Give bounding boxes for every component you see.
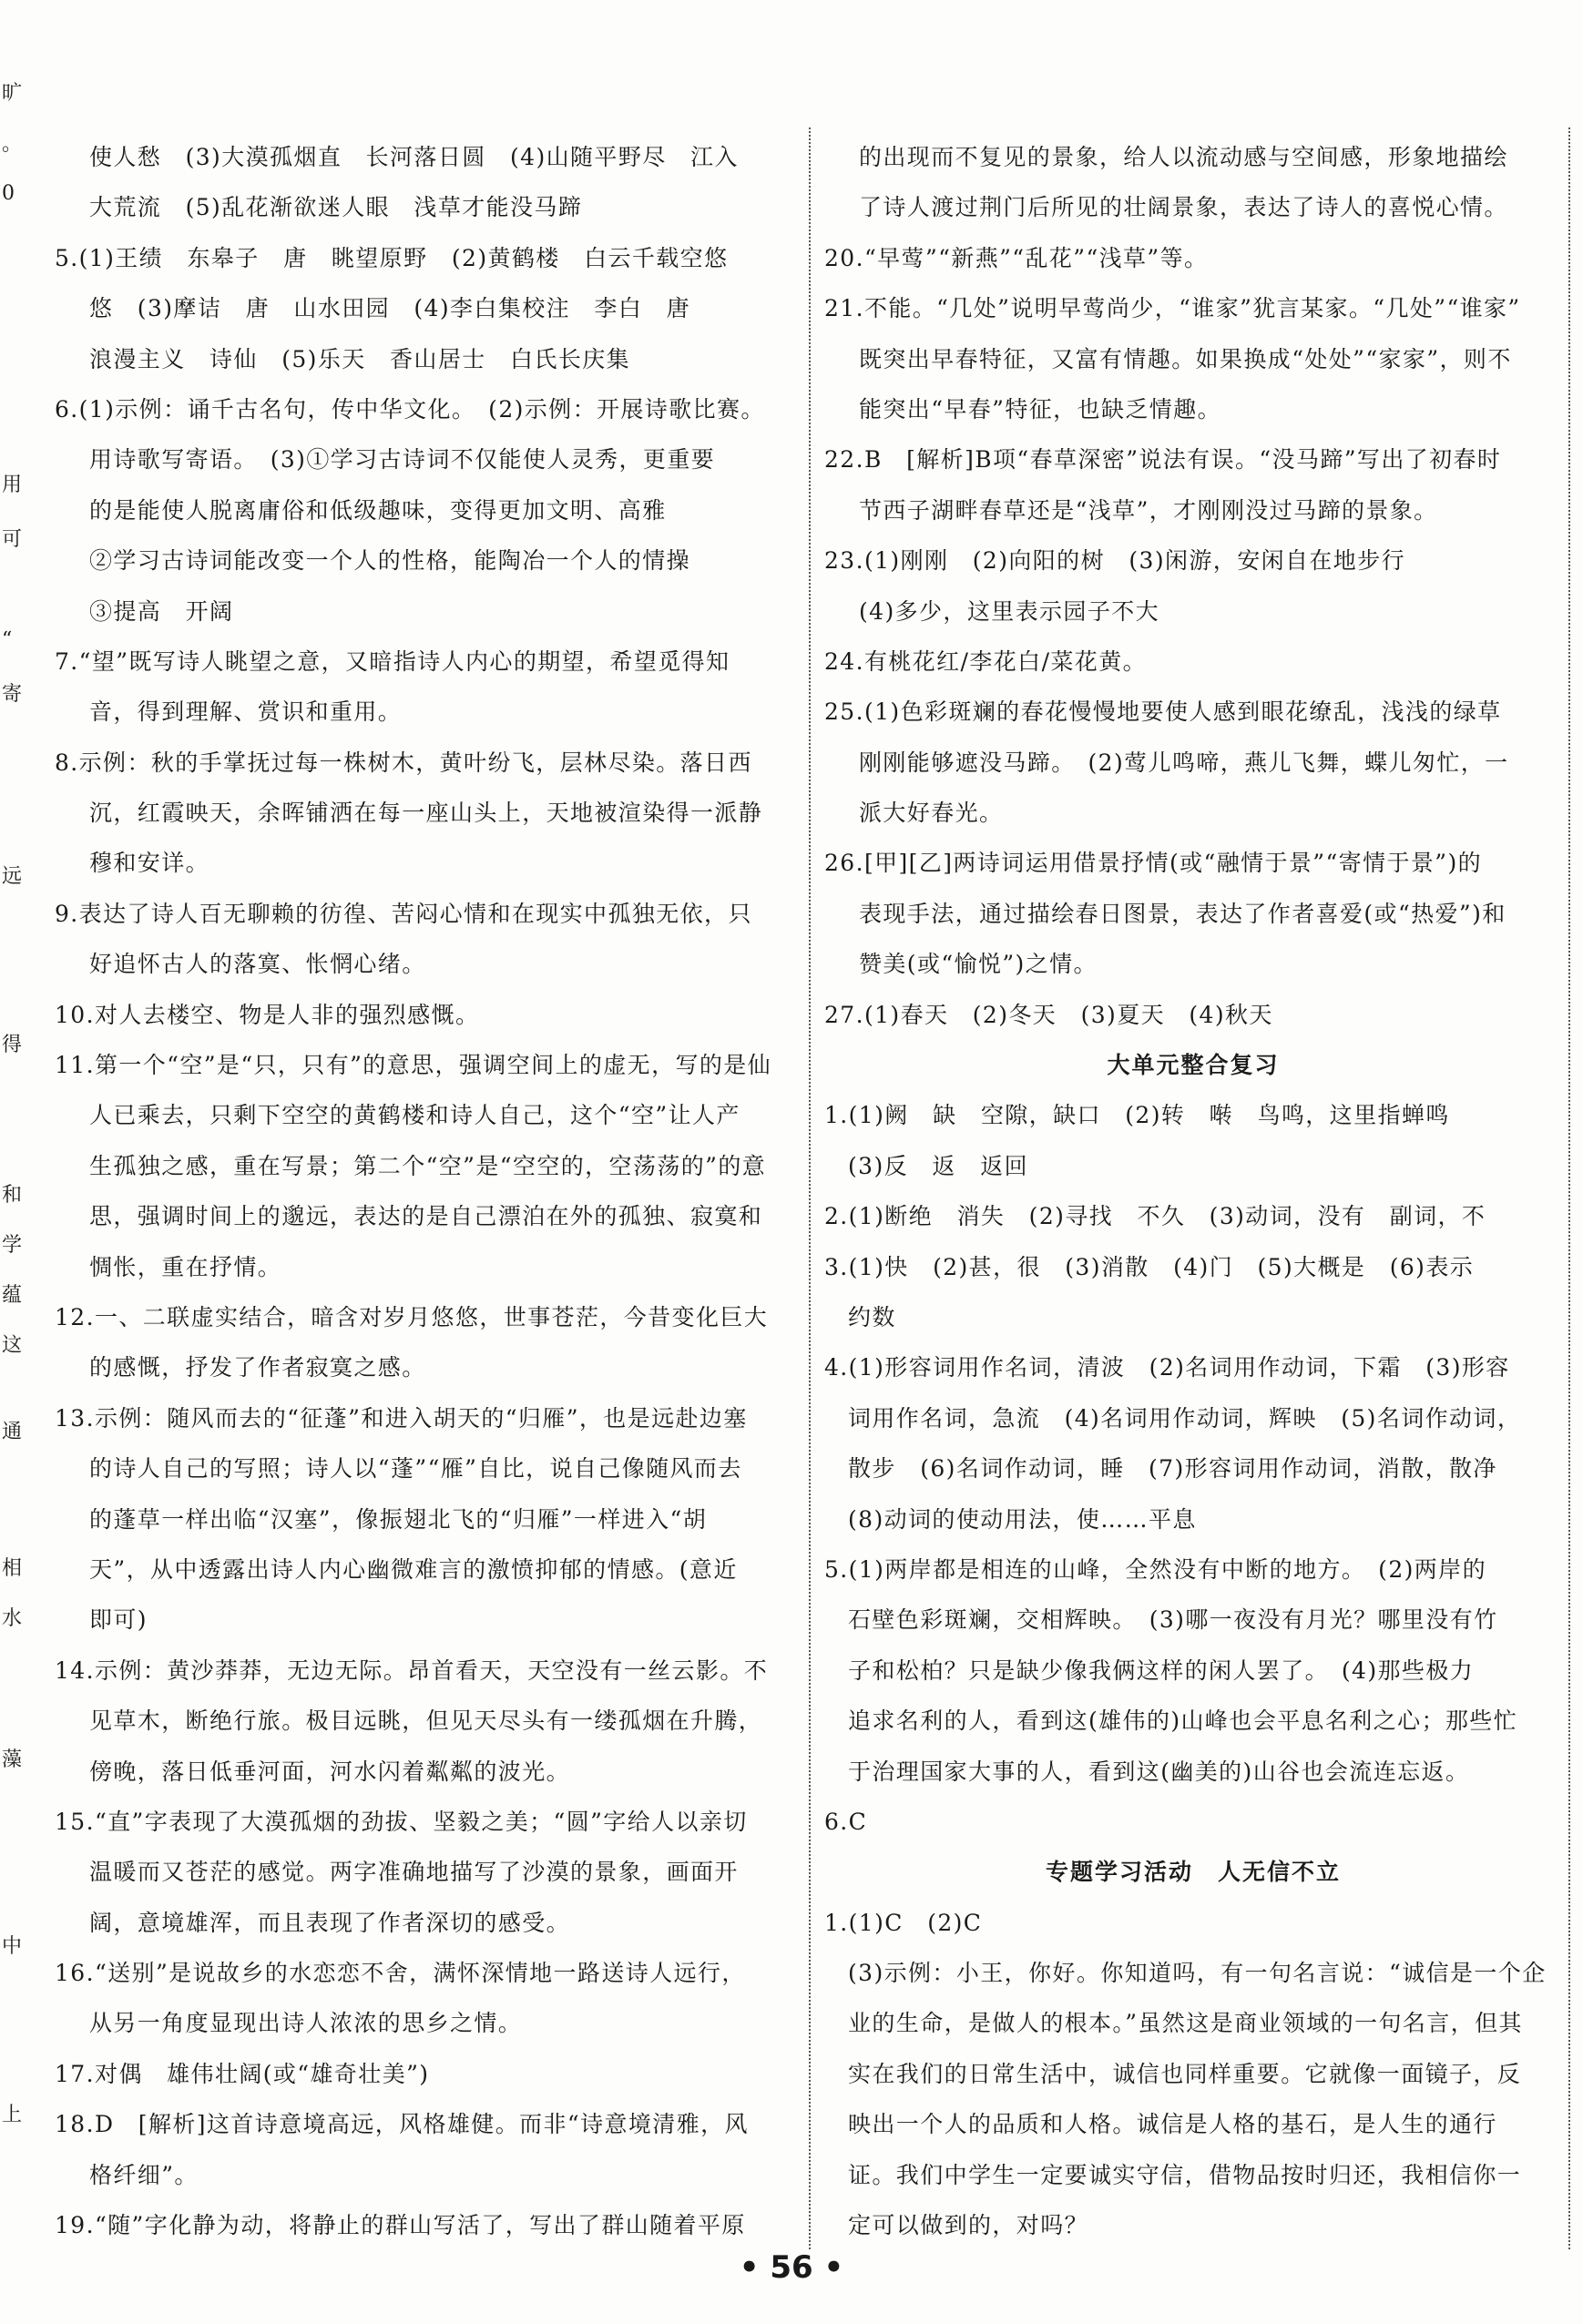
edge-fragment: 远 [2,865,23,888]
answer-line: 能突出“早春”特征，也缺乏情趣。 [859,395,1221,423]
edge-fragment: 水 [2,1607,23,1630]
edge-fragment: 可 [2,528,23,551]
answer-line: 石壁色彩斑斓，交相辉映。 (3)哪一夜没有月光？哪里没有竹 [848,1606,1498,1634]
answer-line: 人已乘去，只剩下空空的黄鹤楼和诗人自己，这个“空”让人产 [89,1102,740,1129]
answer-line: 16.“送别”是说故乡的水恋恋不舍，满怀深情地一路送诗人远行， [55,1960,746,1987]
answer-line: 3.(1)快 (2)甚，很 (3)消散 (4)门 (5)大概是 (6)表示 [824,1253,1475,1280]
answer-line: (4)多少，这里表示园子不大 [859,597,1160,625]
answer-line: 于治理国家大事的人，看到这(幽美的)山谷也会流连忘返。 [848,1758,1470,1785]
answer-line: 26.[甲][乙]两诗词运用借景抒情(或“融情于景”“寄情于景”)的 [824,850,1483,877]
answer-line: 7.“望”既写诗人眺望之意，又暗指诗人内心的期望，希望觅得知 [55,647,730,675]
answer-line: 6.C [824,1808,868,1835]
edge-fragment: 和 [2,1184,23,1207]
edge-fragment: 寄 [2,683,23,706]
page-number: • 56 • [739,2249,844,2286]
answer-line: 5.(1)王绩 东皋子 唐 眺望原野 (2)黄鹤楼 白云千载空悠 [55,244,729,271]
edge-fragment: 得 [2,1034,23,1056]
answer-line: ②学习古诗词能改变一个人的性格，能陶冶一个人的情操 [89,547,691,575]
answer-line: 用诗歌写寄语。 (3)①学习古诗词不仅能使人灵秀，更重要 [89,446,716,474]
answer-line: 大荒流 (5)乱花渐欲迷人眼 浅草才能没马蹄 [89,194,583,221]
edge-fragment: 中 [2,1935,23,1958]
answer-line: 词用作名词，急流 (4)名词用作动词，辉映 (5)名词作动词， [848,1404,1522,1432]
answer-line: 定可以做到的，对吗？ [848,2212,1089,2239]
answer-line: 音，得到理解、赏识和重用。 [89,698,403,726]
answer-line: 25.(1)色彩斑斓的春花慢慢地要使人感到眼花缭乱，浅浅的绿草 [824,698,1502,726]
answer-line: 证。我们中学生一定要诚实守信，借物品按时归还，我相信你一 [848,2161,1522,2188]
left-edge-fragments [0,82,31,2240]
edge-fragment: 上 [2,2104,23,2126]
answer-line: 13.示例：随风而去的“征蓬”和进入胡天的“归雁”，也是远赴边塞 [55,1404,748,1432]
answer-line: 好追怀古人的落寞、怅惘心绪。 [89,951,426,978]
edge-fragment: 相 [2,1557,23,1580]
answer-line: 子和松柏？只是缺少像我俩这样的闲人罢了。 (4)那些极力 [848,1656,1475,1684]
answer-line: 27.(1)春天 (2)冬天 (3)夏天 (4)秋天 [824,1001,1273,1028]
answer-line: 的出现而不复见的景象，给人以流动感与空间感，形象地描绘 [859,144,1508,170]
answer-line: 的感慨，抒发了作者寂寞之感。 [89,1354,426,1381]
answer-line: 穆和安详。 [89,850,210,877]
answer-line: 刚刚能够遮没马蹄。 (2)莺儿鸣啼，燕儿飞舞，蝶儿匆忙，一 [859,749,1509,776]
answer-line: 散步 (6)名词作动词，睡 (7)形容词用作动词，消散，散净 [848,1455,1497,1483]
answer-line: 11.第一个“空”是“只，只有”的意思，强调空间上的虚无，写的是仙 [55,1052,772,1079]
answer-line: 映出一个人的品质和人格。诚信是人格的基石，是人生的通行 [848,2111,1497,2138]
right-margin-rule [1568,127,1570,2249]
answer-line: ③提高 开阔 [89,597,234,625]
answer-line: 浪漫主义 诗仙 (5)乐天 香山居士 白氏长庆集 [89,345,631,372]
answer-line: 了诗人渡过荆门后所见的壮阔景象，表达了诗人的喜悦心情。 [859,194,1508,221]
answer-line: 惆怅，重在抒情。 [89,1253,282,1280]
answer-line: 19.“随”字化静为动，将静止的群山写活了，写出了群山随着平原 [55,2212,746,2239]
answer-line: 思，强调时间上的邈远，表达的是自己漂泊在外的孤独、寂寞和 [89,1203,763,1230]
answer-line: 的蓬草一样出临“汉塞”，像振翅北飞的“归雁”一样进入“胡 [89,1505,708,1533]
answer-line: 业的生命，是做人的根本。”虽然这是商业领域的一句名言，但其 [848,2010,1523,2037]
answer-line: 4.(1)形容词用作名词，清波 (2)名词用作动词，下霜 (3)形容 [824,1354,1510,1381]
answer-line: 格纤细”。 [89,2161,199,2188]
answer-line: (3)反 返 返回 [848,1152,1029,1179]
answer-line: 生孤独之感，重在写景；第二个“空”是“空空的，空荡荡的”的意 [89,1152,767,1179]
answer-line: 从另一角度显现出诗人浓浓的思乡之情。 [89,2010,523,2037]
edge-fragment: 学 [2,1234,23,1257]
answer-line: (3)示例：小王，你好。你知道吗，有一句名言说：“诚信是一个企 [848,1960,1547,1987]
answer-line: 18.D [解析]这首诗意境高远，风格雄健。而非“诗意境清雅，风 [55,2111,749,2138]
answer-line: 使人愁 (3)大漠孤烟直 长河落日圆 (4)山随平野尽 江入 [89,144,739,170]
edge-fragment: 。 [2,133,23,156]
answer-line: 即可) [89,1606,148,1634]
edge-fragment: 用 [2,474,23,496]
left-column [55,132,797,2250]
answer-line: 天”，从中透露出诗人内心幽微难言的激愤抑郁的情感。(意近 [89,1555,738,1583]
answer-line: 悠 (3)摩诘 唐 山水田园 (4)李白集校注 李白 唐 [89,295,691,322]
answer-line: 22.B [解析]B项“春草深密”说法有误。“没马蹄”写出了初春时 [824,446,1502,474]
edge-fragment: 旷 [2,82,23,105]
answer-line: 实在我们的日常生活中，诚信也同样重要。它就像一面镜子，反 [848,2060,1522,2087]
answer-line: 21.不能。“几处”说明早莺尚少，“谁家”犹言某家。“几处”“谁家” [824,295,1521,322]
column-divider [809,127,811,2249]
answer-line: 2.(1)断绝 消失 (2)寻找 不久 (3)动词，没有 副词，不 [824,1203,1486,1230]
answer-line: 约数 [848,1303,896,1330]
edge-fragment: 藻 [2,1748,23,1771]
answer-line: 见草木，断绝行旅。极目远眺，但见天尽头有一缕孤烟在升腾， [89,1707,763,1735]
answer-line: 12.一、二联虚实结合，暗含对岁月悠悠，世事苍茫，今昔变化巨大 [55,1303,769,1330]
section-heading: 大单元整合复习 [1107,1052,1280,1079]
answer-line: 傍晚，落日低垂河面，河水闪着粼粼的波光。 [89,1758,571,1785]
answer-line: 的是能使人脱离庸俗和低级趣味，变得更加文明、高雅 [89,496,667,524]
answer-line: 温暖而又苍茫的感觉。两字准确地描写了沙漠的景象，画面开 [89,1859,739,1886]
answer-line: 的诗人自己的写照；诗人以“蓬”“雁”自比，说自己像随风而去 [89,1455,742,1483]
answer-line: 24.有桃花红/李花白/菜花黄。 [824,647,1148,675]
answer-line: 表现手法，通过描绘春日图景，表达了作者喜爱(或“热爱”)和 [859,900,1506,927]
answer-line: 6.(1)示例：诵千古名句，传中华文化。 (2)示例：开展诗歌比赛。 [55,395,765,423]
answer-line: 赞美(或“愉悦”)之情。 [859,951,1098,978]
answer-line: 5.(1)两岸都是相连的山峰，全然没有中断的地方。 (2)两岸的 [824,1555,1486,1583]
answer-line: 9.表达了诗人百无聊赖的彷徨、苦闷心情和在现实中孤独无依，只 [55,900,752,927]
answer-line: 10.对人去楼空、物是人非的强烈感慨。 [55,1001,480,1028]
edge-fragment: 通 [2,1421,23,1443]
answer-line: 15.“直”字表现了大漠孤烟的劲拔、坚毅之美；“圆”字给人以亲切 [55,1808,748,1835]
answer-line: 1.(1)C (2)C [824,1909,983,1936]
edge-fragment: 0 [2,182,15,205]
answer-line: 23.(1)刚刚 (2)向阳的树 (3)闲游，安闲自在地步行 [824,547,1405,575]
edge-fragment: “ [2,628,13,651]
answer-line: 8.示例：秋的手掌抚过每一株树木，黄叶纷飞，层林尽染。落日西 [55,749,752,776]
answer-line: 20.“早莺”“新燕”“乱花”“浅草”等。 [824,244,1209,271]
answer-line: (8)动词的使动用法，使……平息 [848,1505,1197,1533]
answer-line: 派大好春光。 [859,800,1004,827]
edge-fragment: 这 [2,1334,23,1357]
answer-line: 17.对偶 雄伟壮阔(或“雄奇壮美”) [55,2060,430,2087]
right-column [824,132,1562,2250]
answer-line: 追求名利的人，看到这(雄伟的)山峰也会平息名利之心；那些忙 [848,1707,1518,1735]
answer-line: 节西子湖畔春草还是“浅草”，才刚刚没过马蹄的景象。 [859,496,1438,524]
section-heading: 专题学习活动 人无信不立 [1045,1859,1341,1886]
edge-fragment: 蕴 [2,1284,23,1307]
answer-line: 1.(1)阙 缺 空隙，缺口 (2)转 啭 鸟鸣，这里指蝉鸣 [824,1102,1450,1129]
answer-line: 沉，红霞映天，余晖铺洒在每一座山头上，天地被渲染得一派静 [89,800,763,827]
answer-line: 既突出早春特征，又富有情趣。如果换成“处处”“家家”，则不 [859,345,1512,372]
answer-line: 阔，意境雄浑，而且表现了作者深切的感受。 [89,1909,571,1936]
answer-line: 14.示例：黄沙莽莽，无边无际。昂首看天，天空没有一丝云影。不 [55,1656,769,1684]
